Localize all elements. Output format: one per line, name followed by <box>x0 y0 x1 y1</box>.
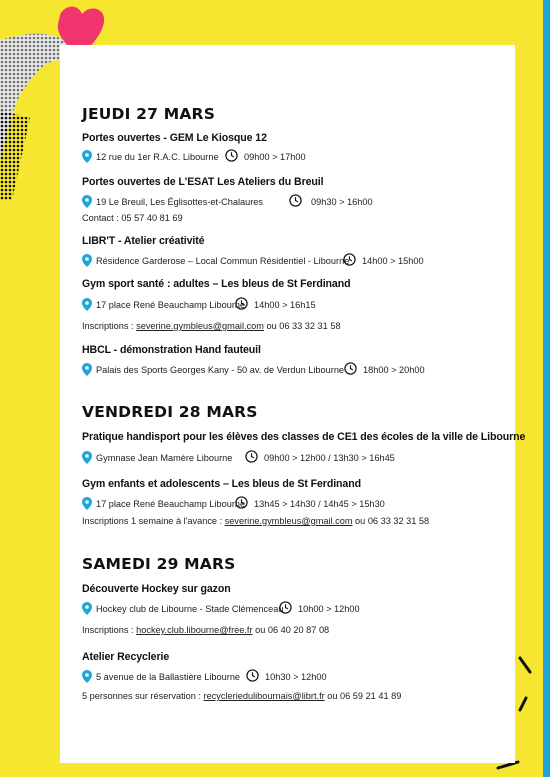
event-time: 10h30 > 12h00 <box>265 672 327 682</box>
clock-icon <box>225 149 238 162</box>
event-title: Pratique handisport pour les élèves des classes de CE1 des écoles de la ville de Libourne <box>82 431 526 443</box>
clock-icon <box>245 450 258 463</box>
event-time: 09h30 > 16h00 <box>311 197 373 207</box>
location-pin-icon <box>82 254 92 267</box>
location-pin-icon <box>82 298 92 311</box>
location-pin-icon <box>82 497 92 510</box>
location-pin-icon <box>82 451 92 464</box>
email-link[interactable]: severine.gymbleus@gmail.com <box>224 516 353 526</box>
clock-icon <box>279 601 292 614</box>
location-pin-icon <box>82 150 92 163</box>
clock-icon <box>235 496 248 509</box>
event-location: Palais des Sports Georges Kany - 50 av. de Verdun Libourne <box>96 365 345 375</box>
clock-icon <box>289 194 302 207</box>
blue-edge-strip <box>543 0 550 777</box>
email-link[interactable]: recycleriedulibournais@librt.fr <box>203 691 325 701</box>
event-time: 14h00 > 16h15 <box>254 300 316 310</box>
event-time: 14h00 > 15h00 <box>362 256 424 266</box>
event-time: 10h00 > 12h00 <box>298 604 360 614</box>
event-title: Portes ouvertes de L'ESAT Les Ateliers du Breuil <box>82 176 324 188</box>
clock-icon <box>235 297 248 310</box>
event-title: LIBR'T - Atelier créativité <box>82 235 205 247</box>
event-location: Résidence Garderose – Local Commun Résidentiel - Libourne <box>96 256 350 266</box>
event-registration: Inscriptions : hockey.club.libourne@free.fr ou 06 40 20 87 08 <box>82 625 330 635</box>
location-pin-icon <box>82 363 92 376</box>
clock-icon <box>246 669 259 682</box>
location-pin-icon <box>82 670 92 683</box>
day-heading-thursday: JEUDI 27 MARS <box>82 105 216 123</box>
event-location: 5 avenue de la Ballastière Libourne <box>96 672 241 682</box>
clock-icon <box>343 253 356 266</box>
event-location: 17 place René Beauchamp Libourne <box>96 300 246 310</box>
clock-icon <box>344 362 357 375</box>
program-card <box>60 45 526 763</box>
event-location: 12 rue du 1er R.A.C. Libourne <box>96 152 219 162</box>
event-location: 19 Le Breuil, Les Églisottes-et-Chalaures <box>96 197 263 207</box>
day-heading-friday: VENDREDI 28 MARS <box>82 403 258 421</box>
event-title: Atelier Recyclerie <box>82 651 170 663</box>
location-pin-icon <box>82 602 92 615</box>
event-title: Découverte Hockey sur gazon <box>82 583 231 595</box>
event-registration: Inscriptions : severine.gymbleus@gmail.com ou 06 33 32 31 58 <box>82 321 341 331</box>
event-time: 09h00 > 12h00 / 13h30 > 16h45 <box>264 453 395 463</box>
event-title: Gym sport santé : adultes – Les bleus de St Ferdinand <box>82 278 351 290</box>
event-title: HBCL - démonstration Hand fauteuil <box>82 344 261 356</box>
event-time: 09h00 > 17h00 <box>244 152 306 162</box>
email-link[interactable]: severine.gymbleus@gmail.com <box>136 321 264 331</box>
event-title: Portes ouvertes - GEM Le Kiosque 12 <box>82 132 267 144</box>
event-contact: Contact : 05 57 40 81 69 <box>82 213 183 223</box>
day-heading-saturday: SAMEDI 29 MARS <box>82 555 236 573</box>
event-registration: 5 personnes sur réservation : recycleriedulibournais@librt.fr ou 06 59 21 41 89 <box>82 691 402 701</box>
event-location: 17 place René Beauchamp Libourne <box>96 499 246 509</box>
event-time: 18h00 > 20h00 <box>363 365 425 375</box>
event-location: Gymnase Jean Mamère Libourne <box>96 453 233 463</box>
event-title: Gym enfants et adolescents – Les bleus de St Ferdinand <box>82 478 361 490</box>
email-link[interactable]: hockey.club.libourne@free.fr <box>136 625 253 635</box>
event-time: 13h45 > 14h30 / 14h45 > 15h30 <box>254 499 385 509</box>
event-location: Hockey club de Libourne - Stade Clémenceau <box>96 604 284 614</box>
event-registration: Inscriptions 1 semaine à l'avance : severine.gymbleus@gmail.com ou 06 33 32 31 58 <box>82 516 430 526</box>
location-pin-icon <box>82 195 92 208</box>
